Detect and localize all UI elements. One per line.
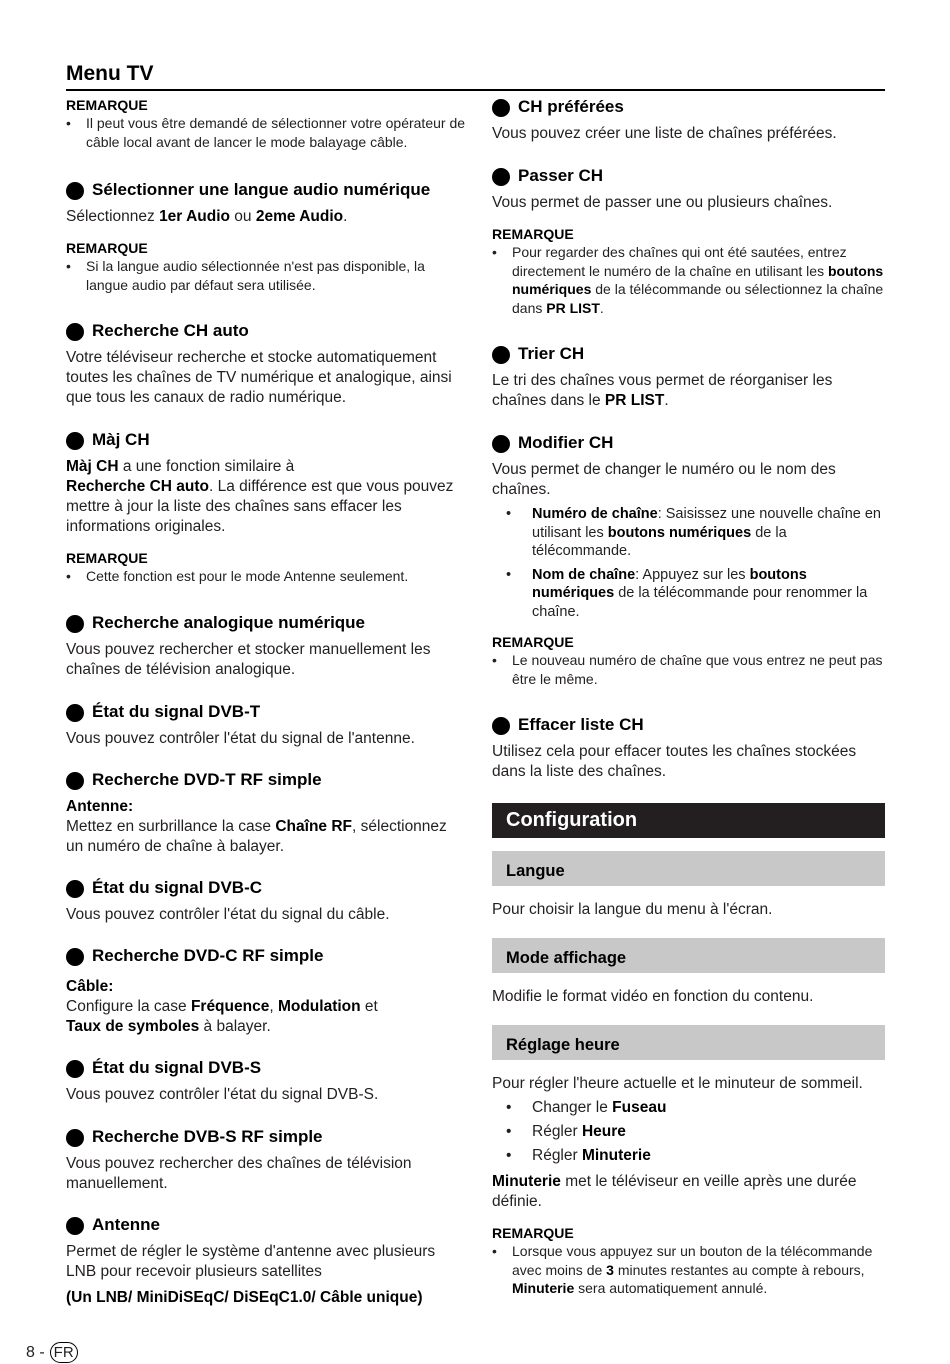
section-heading (66, 769, 466, 791)
section-text: Vous permet de changer le numéro ou le nom des chaînes. (492, 461, 836, 498)
section-title: Antenne (92, 1214, 160, 1234)
bullet-dot-icon (66, 948, 84, 966)
remarque-label: REMARQUE (492, 1225, 574, 1241)
section-text: Vous pouvez rechercher des chaînes de télévision manuellement. (66, 1154, 412, 1192)
list-item: • Nom de chaîne: Appuyez sur les boutons numériques de la télécommande pour renommer la chaîne. (492, 566, 885, 622)
configuration-header: Configuration (492, 803, 885, 838)
section-title: Màj CH (92, 430, 150, 449)
remarque-note: • Si la langue audio sélectionnée n'est pas disponible, la langue audio par défaut sera utilisée. (66, 257, 466, 294)
remarque-label: REMARQUE (66, 240, 148, 256)
remarque-block (66, 96, 466, 151)
section-preferees (492, 96, 885, 144)
remarque-label: REMARQUE (66, 97, 148, 113)
section-title: Recherche DVD-T RF simple (92, 769, 322, 789)
section-heading (492, 96, 885, 118)
section-heading (492, 432, 885, 454)
page-footer (26, 1342, 78, 1363)
section-dvbs-etat (66, 1057, 466, 1105)
reglage-heure-header: Réglage heure (492, 1025, 885, 1060)
section-dvbt-etat (66, 701, 466, 749)
bullet-dot-icon (66, 1217, 84, 1235)
section-text: Modifie le format vidéo en fonction du contenu. (492, 988, 814, 1005)
section-text: Mettez en surbrillance la case Chaîne RF, sélectionnez un numéro de chaîne à balayer. (66, 817, 447, 855)
title-rule (66, 89, 885, 91)
bullet-dot-icon (66, 704, 84, 722)
left-column (66, 96, 466, 1308)
section-title: CH préférées (518, 97, 624, 116)
section-title: Effacer liste CH (518, 715, 644, 734)
section-title: Recherche analogique numérique (92, 612, 366, 632)
remarque-label: REMARQUE (66, 550, 148, 566)
section-dvdc-rf (66, 945, 466, 1037)
section-text: Pour choisir la langue du menu à l'écran. (492, 901, 773, 918)
section-trier (492, 343, 885, 411)
list-item: • Régler Heure (492, 1122, 885, 1142)
bullet-dot-icon (66, 432, 84, 450)
remarque-note: • Il peut vous être demandé de sélectionner votre opérateur de câble local avant de lancer le mode balayage câble. (66, 114, 466, 151)
section-maj-ch (66, 429, 466, 586)
section-dvbs-rf (66, 1126, 466, 1194)
section-text: Sélectionnez 1er Audio ou 2eme Audio. (66, 208, 348, 225)
section-text: Vous pouvez rechercher et stocker manuellement les chaînes de télévision analogique. (66, 640, 431, 678)
bullet-dot-icon (492, 435, 510, 453)
section-bold-line: (Un LNB/ MiniDiSEqC/ DiSEqC1.0/ Câble unique) (66, 1288, 423, 1306)
section-heading (66, 179, 466, 201)
mode-affichage-header: Mode affichage (492, 938, 885, 973)
section-heading (492, 165, 885, 187)
section-effacer (492, 714, 885, 782)
section-title: Modifier CH (518, 433, 614, 452)
section-recherche-auto (66, 320, 466, 408)
section-text: Minuterie met le téléviseur en veille après une durée définie. (492, 1173, 857, 1210)
section-heading (66, 320, 466, 342)
section-title: État du signal DVB-C (92, 877, 263, 897)
remarque-note: • Pour regarder des chaînes qui ont été sautées, entrez directement le numéro de la chaîne en utilisant les boutons numériques de la télécommande ou sélectionnez la chaîne dans PR LIST. (492, 243, 885, 317)
section-heading (492, 714, 885, 736)
remarque-note: • Cette fonction est pour le mode Antenne seulement. (66, 567, 466, 586)
section-heading (66, 701, 466, 723)
section-text: Utilisez cela pour effacer toutes les chaînes stockées dans la liste des chaînes. (492, 743, 857, 780)
section-heading (66, 1126, 466, 1148)
section-heading (66, 1214, 466, 1236)
bullet-dot-icon (66, 772, 84, 790)
section-text: Vous permet de passer une ou plusieurs chaînes. (492, 194, 833, 211)
page-number: 8 - (26, 1343, 45, 1361)
section-text: Pour régler l'heure actuelle et le minuteur de sommeil. (492, 1075, 863, 1092)
section-langue-audio (66, 179, 466, 294)
section-heading (66, 945, 466, 967)
section-title: Recherche DVB-S RF simple (92, 1126, 323, 1146)
section-text: Vous pouvez contrôler l'état du signal du câble. (66, 905, 390, 923)
section-title: Sélectionner une langue audio numérique (92, 180, 431, 199)
bullet-dot-icon (66, 1129, 84, 1147)
language-badge: FR (50, 1342, 78, 1363)
section-subtitle: Câble: (66, 977, 114, 995)
section-text: Votre téléviseur recherche et stocke automatiquement toutes les chaînes de TV numérique et analogique, ainsi que tous les canaux de radio numérique. (66, 349, 452, 406)
bullet-dot-icon (492, 99, 510, 117)
section-passer (492, 165, 885, 317)
list-item: • Numéro de chaîne: Saisissez une nouvelle chaîne en utilisant les boutons numériques de la télécommande. (492, 505, 885, 561)
right-column (492, 96, 885, 1298)
section-heading (66, 429, 466, 451)
section-text: Vous pouvez contrôler l'état du signal DVB-S. (66, 1085, 379, 1103)
section-title: Passer CH (518, 166, 604, 185)
page-title: Menu TV (66, 62, 154, 85)
bullet-dot-icon (66, 182, 84, 200)
bullet-dot-icon (492, 346, 510, 364)
section-title: Trier CH (518, 344, 585, 363)
bullet-dot-icon (492, 168, 510, 186)
section-dvbc-etat (66, 877, 466, 925)
bullet-dot-icon (492, 717, 510, 735)
remarque-label: REMARQUE (492, 226, 574, 242)
bullet-dot-icon (66, 323, 84, 341)
section-title: État du signal DVB-S (92, 1057, 262, 1077)
langue-header: Langue (492, 851, 885, 886)
section-title: Recherche DVD-C RF simple (92, 945, 324, 965)
section-heading (492, 343, 885, 365)
section-text: Vous pouvez contrôler l'état du signal de l'antenne. (66, 729, 415, 747)
section-text: Le tri des chaînes vous permet de réorganiser les chaînes dans le PR LIST. (492, 372, 833, 409)
bullet-dot-icon (66, 615, 84, 633)
section-title: Recherche CH auto (92, 321, 249, 340)
bullet-dot-icon (66, 1060, 84, 1078)
remarque-label: REMARQUE (492, 634, 574, 650)
section-subtitle: Antenne: (66, 797, 134, 815)
section-heading (66, 612, 466, 634)
section-dvdt-rf (66, 769, 466, 857)
section-analogique (66, 612, 466, 680)
remarque-note: • Lorsque vous appuyez sur un bouton de la télécommande avec moins de 3 minutes restantes au compte à rebours, Minuterie sera automatiquement annulé. (492, 1242, 885, 1298)
section-text: Permet de régler le système d'antenne avec plusieurs LNB pour recevoir plusieurs satellites (66, 1242, 436, 1280)
section-title: État du signal DVB-T (92, 701, 261, 721)
section-text: Màj CH a une fonction similaire à Recherche CH auto. La différence est que vous pouvez mettre à jour la liste des chaînes sans effacer les informations originales. (66, 458, 454, 535)
section-text: Vous pouvez créer une liste de chaînes préférées. (492, 125, 837, 142)
section-modifier (492, 432, 885, 688)
remarque-note: • Le nouveau numéro de chaîne que vous entrez ne peut pas être le même. (492, 651, 885, 688)
section-text: Configure la case Fréquence, Modulation et Taux de symboles à balayer. (66, 997, 378, 1035)
section-heading (66, 1057, 466, 1079)
section-heading (66, 877, 466, 899)
section-antenne (66, 1214, 466, 1308)
bullet-dot-icon (66, 880, 84, 898)
list-item: • Régler Minuterie (492, 1146, 885, 1166)
list-item: • Changer le Fuseau (492, 1098, 885, 1118)
